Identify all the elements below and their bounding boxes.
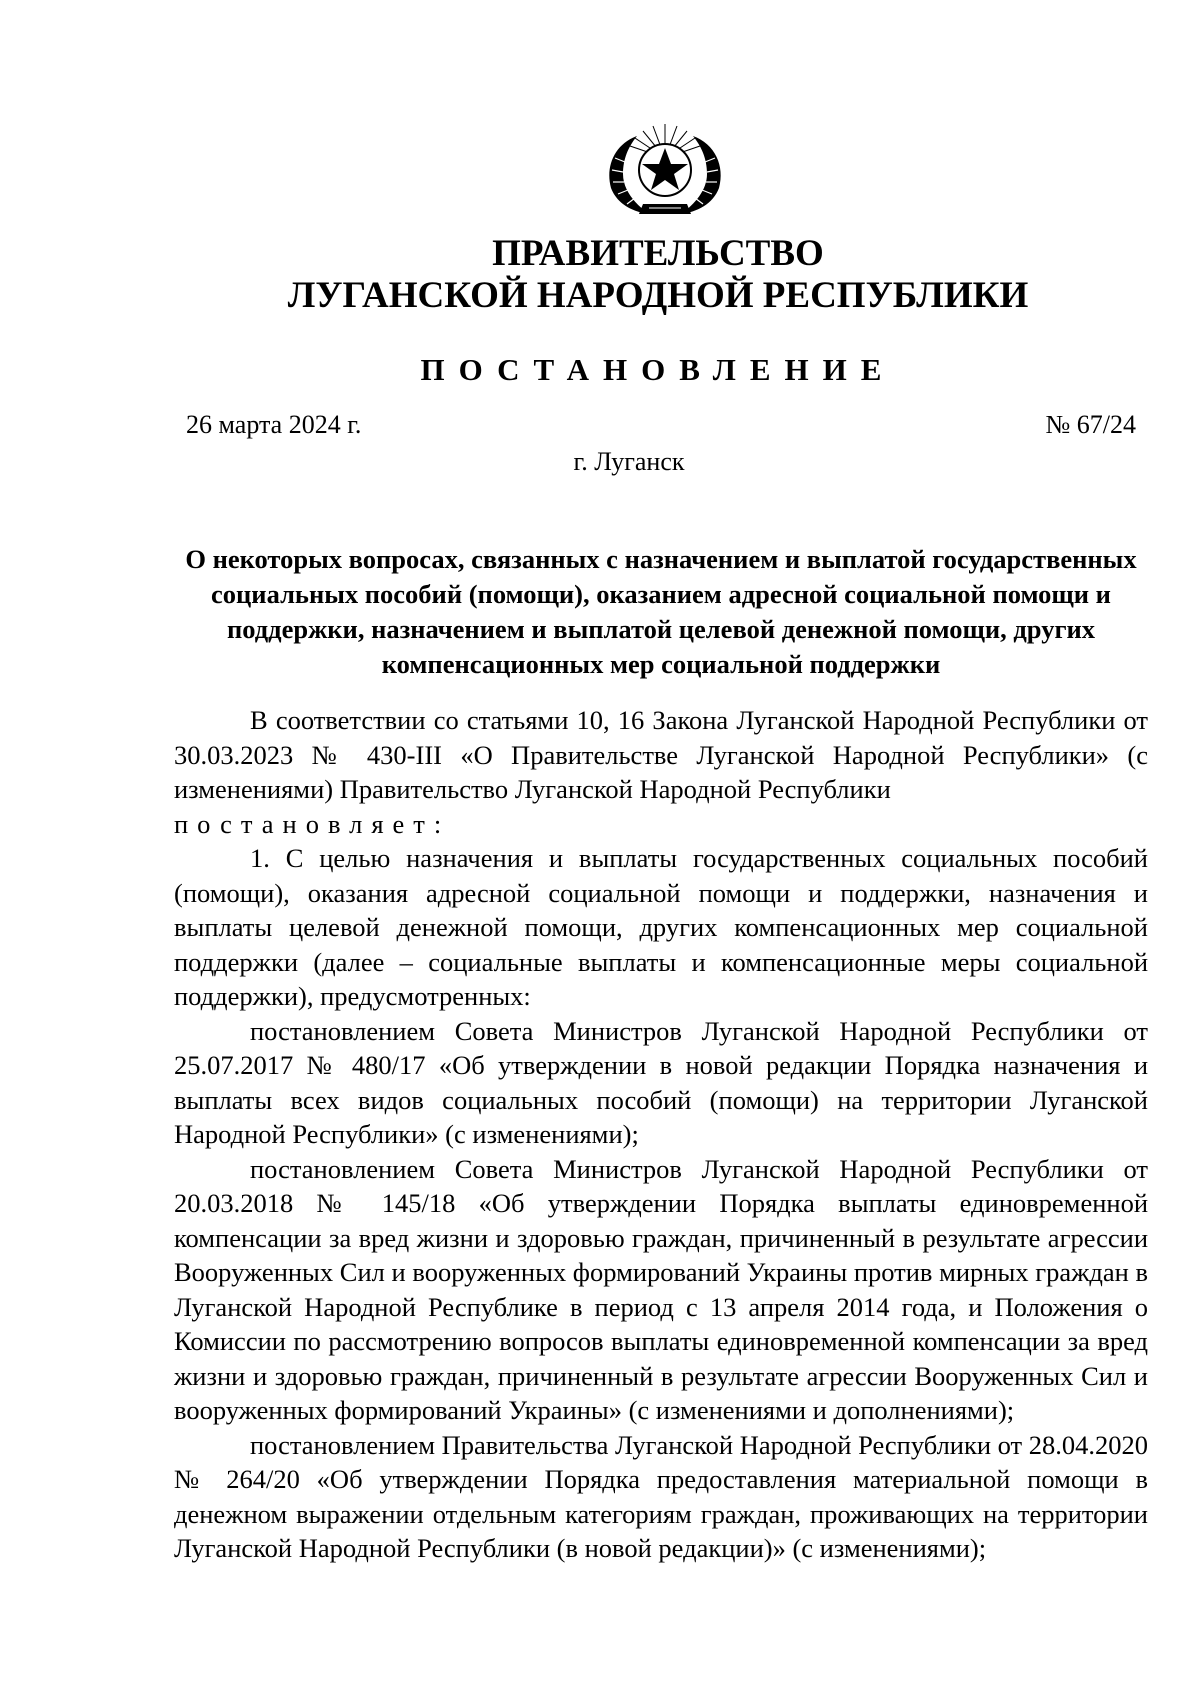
document-date: 26 марта 2024 г. <box>186 410 362 439</box>
coat-of-arms-emblem <box>597 118 733 220</box>
government-name-line2: ЛУГАНСКОЙ НАРОДНОЙ РЕСПУБЛИКИ <box>287 275 1029 316</box>
intro-paragraph: В соответствии со статьями 10, 16 Закона Луганской Народной Республики от 30.03.2023 № 430-III «О Правительстве Луганской Народной Республики» (с изменениями) Правительство Луганской Народной Республики <box>174 705 1148 804</box>
resolves-word: постановляет: <box>174 808 451 839</box>
government-name-line1: ПРАВИТЕЛЬСТВО <box>492 233 824 274</box>
document-body <box>174 703 1148 1566</box>
document-title: О некоторых вопросах, связанных с назначением и выплатой государственных социальных пособий (помощи), оказанием адресной социальной помощи и поддержки, назначением и выплатой целевой денежной помощи, других компенсационных мер социальной поддержки <box>185 544 1137 679</box>
paragraph-3: постановлением Совета Министров Луганской Народной Республики от 20.03.2018 № 145/18 «Об утверждении Порядка выплаты единовременной компенсации за вред жизни и здоровью граждан, причиненный в результате агрессии Вооруженных Сил и вооруженных формирований Украины против мирных граждан в Луганской Народной Республике в период с 13 апреля 2014 года, и Положения о Комиссии по рассмотрению вопросов выплаты единовременной компенсации за вред жизни и здоровью граждан, причиненный в результате агрессии Вооруженных Сил и вооруженных формирований Украины» (с изменениями и дополнениями); <box>174 1153 1148 1425</box>
document-type: ПОСТАНОВЛЕНИЕ <box>420 352 896 387</box>
paragraph-2: постановлением Совета Министров Луганской Народной Республики от 25.07.2017 № 480/17 «Об утверждении в новой редакции Порядка назначения и выплаты всех видов социальных пособий (помощи) на территории Луганской Народной Республики» (с изменениями); <box>174 1015 1148 1149</box>
document-city: г. Луганск <box>573 447 685 476</box>
paragraph-1: 1. С целью назначения и выплаты государственных социальных пособий (помощи), оказания адресной социальной помощи и поддержки, назначения и выплаты целевой денежной помощи, других компенсационных мер социальной поддержки (далее – социальные выплаты и компенсационные меры социальной поддержки), предусмотренных: <box>174 843 1148 1011</box>
paragraph-4: постановлением Правительства Луганской Народной Республики от 28.04.2020 № 264/20 «Об утверждении Порядка предоставления материальной помощи в денежном выражении отдельным категориям граждан, проживающих на территории Луганской Народной Республики (в новой редакции)» (с изменениями); <box>174 1429 1149 1563</box>
document-number: № 67/24 <box>1045 410 1136 439</box>
